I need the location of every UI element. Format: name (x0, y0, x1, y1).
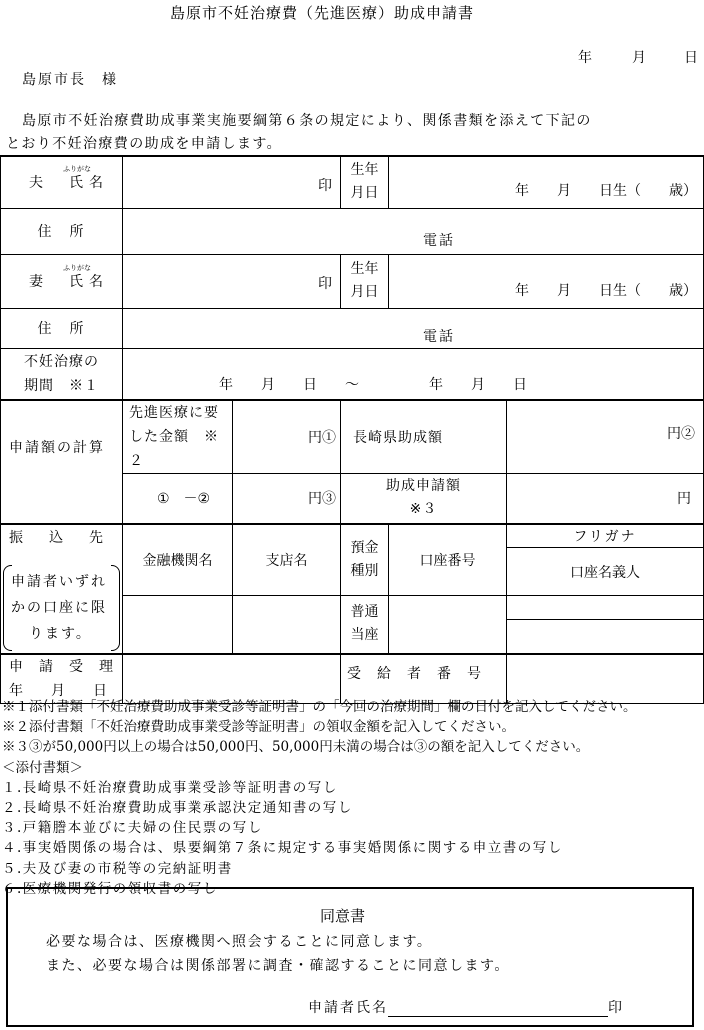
note-3: ※３③が50,000円以上の場合は50,000円、50,000円未満の場合は③の額を記入してください。 (2, 739, 590, 756)
wife-name-label-cell (1, 254, 123, 308)
attachment-5: ５.夫及び妻の市税等の完納証明書 (2, 860, 233, 877)
advanced-cost-label-2: した金額 ※２ (129, 429, 219, 469)
period-label-1: 不妊治療の (24, 353, 99, 370)
period-label-cell (1, 348, 123, 400)
transfer-label: 振 込 先 (9, 529, 109, 546)
yen-1: 円① (308, 430, 336, 446)
transfer-note-3: ります。 (29, 625, 92, 642)
signature-seal: 印 (608, 1000, 622, 1016)
note-1: ※１添付書類「不妊治療費助成事業受診等証明書」の「今回の治療期間」欄の日付を記入してください。 (2, 699, 637, 715)
period-field[interactable] (123, 348, 704, 400)
intro-line-1: 島原市不妊治療費助成事業実施要綱第６条の規定により、関係書類を添えて下記の (22, 113, 592, 129)
receipt-label-1: 申 請 受 理 (9, 658, 114, 675)
husband-address-label-cell (1, 208, 123, 254)
intro-line-2: とおり不妊治療費の助成を申請します。 (6, 136, 283, 152)
calc-label-cell (1, 400, 123, 524)
diff-label-cell (123, 474, 233, 524)
deposit-type-header (341, 524, 389, 596)
wife-phone-label: 電話 (423, 328, 455, 345)
receipt-label-cell (1, 654, 123, 704)
wife-birth-field[interactable] (389, 254, 704, 308)
husband-birth-label-2: 月日 (350, 185, 379, 202)
attachment-6: ６.医療機関発行の領収書の写し (2, 880, 218, 897)
consent-line-2: また、必要な場合は関係部署に調査・確認することに同意します。 (46, 958, 510, 974)
apply-amount-field[interactable] (507, 474, 704, 524)
bank-label: 金融機関名 (142, 552, 213, 569)
deposit-type-field[interactable] (341, 596, 389, 654)
husband-birth-field[interactable] (389, 156, 704, 208)
branch-label: 支店名 (265, 552, 308, 569)
recipient-number-field[interactable] (507, 654, 704, 704)
furigana-label: フリガナ (573, 528, 637, 545)
note-2: ※２添付書類「不妊治療費助成事業受診等証明書」の領収金額を記入してください。 (2, 719, 515, 736)
wife-birth-label-2: 月日 (350, 284, 379, 300)
advanced-cost-field[interactable] (233, 400, 341, 474)
husband-name-field[interactable] (123, 156, 341, 208)
signature-field[interactable] (388, 1000, 608, 1017)
yen-4: 円 (677, 491, 691, 508)
husband-birth-label-1: 生年 (350, 162, 379, 179)
wife-name-field[interactable] (123, 254, 341, 308)
attachments-heading: ＜添付書類＞ (2, 759, 83, 776)
furigana-header (507, 524, 704, 548)
transfer-note (5, 565, 116, 651)
account-number-header (389, 524, 507, 596)
receipt-field[interactable] (123, 654, 341, 704)
attachment-2: ２.長崎県不妊治療費助成事業承認決定通知書の写し (2, 800, 353, 817)
husband-name-label-cell (1, 156, 123, 208)
husband-furigana: ふりがな (63, 165, 91, 174)
diff-label: ① －② (157, 491, 211, 508)
account-number-label: 口座番号 (419, 552, 476, 569)
account-holder-field[interactable] (507, 620, 704, 654)
date-month: 月 (632, 50, 646, 66)
account-holder-label: 口座名義人 (570, 564, 640, 581)
calc-label: 申請額の計算 (9, 439, 105, 456)
deposit-type-current[interactable]: 当座 (350, 627, 379, 644)
consent-title: 同意書 (320, 907, 366, 925)
branch-field[interactable] (233, 596, 341, 654)
date-day: 日 (684, 50, 698, 66)
wife-birth-value: 年 月 日生（ 歳） (515, 282, 697, 299)
consent-line-1: 必要な場合は、医療機関へ照会することに同意します。 (46, 934, 433, 950)
wife-birth-label-1: 生年 (350, 261, 379, 277)
attachment-4: ４.事実婚関係の場合は、県要綱第７条に規定する事実婚関係に関する申立書の写し (2, 840, 563, 857)
pref-subsidy-field[interactable] (507, 400, 704, 474)
period-value: 年 月 日 ～ 年 月 日 (219, 376, 527, 393)
recipient-number-label: 受 給 者 番 号 (347, 665, 482, 682)
husband-address-field[interactable] (123, 208, 704, 254)
husband-name-label: 夫 氏名 (29, 175, 109, 192)
apply-amount-label-2: ※３ (409, 501, 438, 518)
pref-subsidy-label: 長崎県助成額 (353, 430, 443, 446)
deposit-type-label-2: 種別 (350, 562, 379, 579)
account-number-field[interactable] (389, 596, 507, 654)
advanced-cost-label-cell (123, 400, 233, 474)
application-table (0, 155, 704, 704)
advanced-cost-label-1: 先進医療に要 (129, 405, 219, 421)
notes (2, 697, 637, 899)
transfer-note-2: かの口座に限 (11, 599, 107, 616)
deposit-type-label-1: 預金 (350, 539, 379, 556)
yen-2: 円② (667, 426, 695, 442)
branch-header (233, 524, 341, 596)
signature-label: 申請者氏名 (308, 1000, 388, 1016)
wife-furigana: ふりがな (63, 264, 91, 272)
wife-address-field[interactable] (123, 308, 704, 348)
yen-3: 円③ (308, 491, 336, 508)
consent-box (6, 887, 694, 1027)
receipt-label-2: 年 月 日 (9, 682, 107, 699)
wife-birth-label-cell (341, 254, 389, 308)
husband-birth-label-cell (341, 156, 389, 208)
pref-subsidy-label-cell (341, 400, 507, 474)
diff-field[interactable] (233, 474, 341, 524)
transfer-note-1: 申請者いずれ (11, 573, 107, 590)
attachment-1: １.長崎県不妊治療費助成事業受診等証明書の写し (2, 779, 338, 796)
account-holder-header (507, 548, 704, 596)
attachment-3: ３.戸籍謄本並びに夫婦の住民票の写し (2, 820, 263, 837)
apply-amount-label-1: 助成申請額 (386, 478, 461, 495)
bank-field[interactable] (123, 596, 233, 654)
husband-address-label: 住 所 (37, 224, 86, 240)
addressee: 島原市長 様 (22, 72, 118, 88)
furigana-field[interactable] (507, 596, 704, 620)
wife-name-label: 妻 氏名 (29, 274, 109, 290)
apply-amount-label-cell (341, 474, 507, 524)
transfer-label-cell (1, 524, 123, 654)
husband-birth-value: 年 月 日生（ 歳） (515, 182, 697, 199)
recipient-number-label-cell (341, 654, 507, 704)
deposit-type-ordinary[interactable]: 普通 (350, 604, 379, 621)
husband-phone-label: 電話 (423, 232, 455, 249)
period-label-2: 期間 ※１ (24, 377, 99, 394)
page-title: 島原市不妊治療費（先進医療）助成申請書 (170, 4, 475, 22)
wife-address-label: 住 所 (37, 321, 86, 337)
wife-seal: 印 (318, 275, 332, 292)
husband-seal: 印 (318, 178, 332, 194)
date-year: 年 (578, 50, 592, 66)
signature-line[interactable] (308, 997, 622, 1017)
bank-header (123, 524, 233, 596)
wife-address-label-cell (1, 308, 123, 348)
